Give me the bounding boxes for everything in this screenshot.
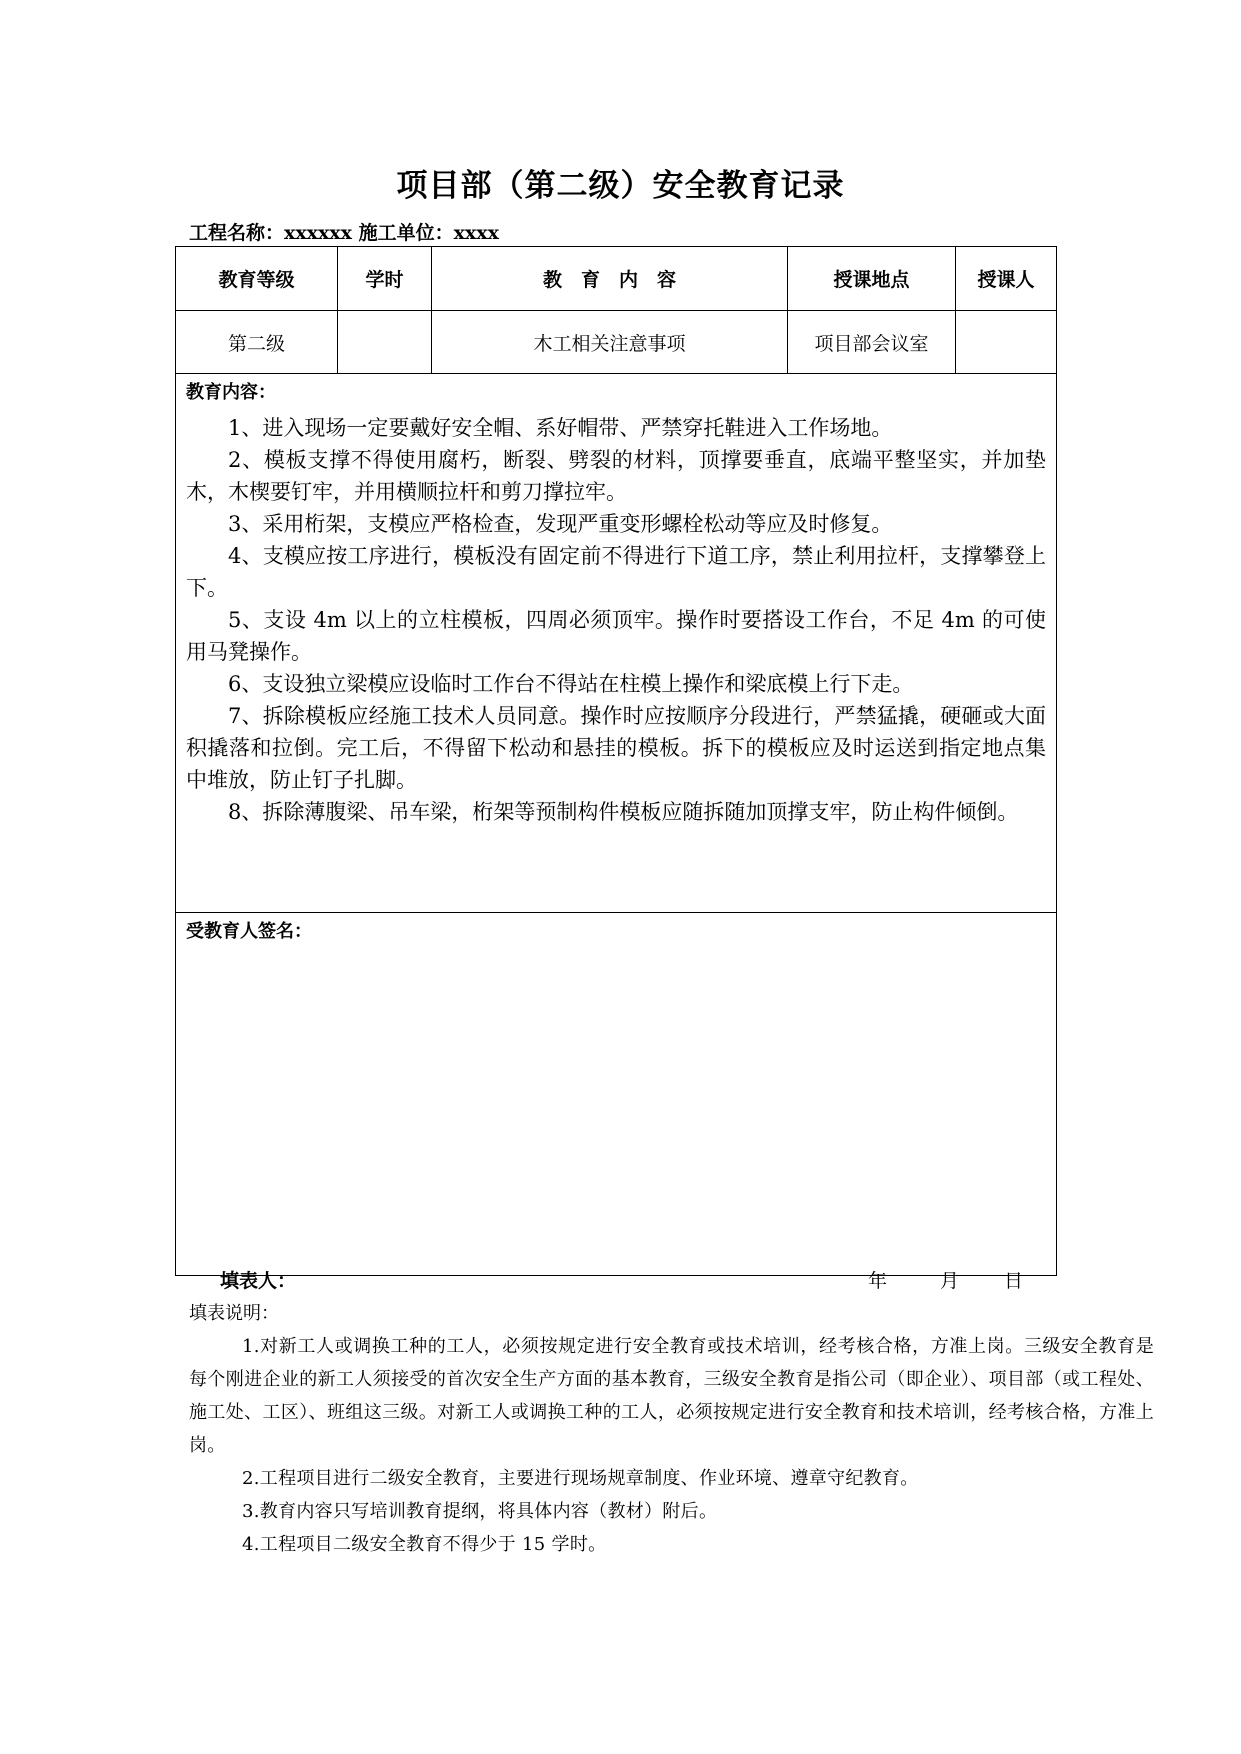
content-item: 7、拆除模板应经施工技术人员同意。操作时应按顺序分段进行，严禁猛撬，硬砸或大面积撬落和拉倒。完工后，不得留下松动和悬挂的模板。拆下的模板应及时运送到指定地点集中堆放，防止钉子扎脚。 (186, 704, 1046, 792)
content-item: 6、支设独立梁模应设临时工作台不得站在柱模上操作和梁底模上行下走。 (228, 672, 914, 696)
instruction-item: 2.工程项目进行二级安全教育，主要进行现场规章制度、作业环境、遵章守纪教育。 (242, 1468, 919, 1489)
signature-cell (176, 913, 1057, 1276)
content-label: 教育内容： (186, 382, 276, 403)
page-title: 项目部（第二级）安全教育记录 (396, 168, 845, 204)
project-info: 工程名称：xxxxxx 施工单位：xxxx (189, 222, 499, 244)
signature-label: 受教育人签名： (186, 921, 312, 942)
header-level: 教育等级 (176, 247, 338, 311)
content-item: 4、支模应按工序进行，模板没有固定前不得进行下道工序，禁止利用拉杆，支撑攀登上下。 (186, 544, 1046, 600)
cell-level: 第二级 (176, 311, 338, 374)
cell-hours (338, 311, 432, 374)
cell-content: 木工相关注意事项 (432, 311, 788, 374)
instructions-title: 填表说明： (189, 1303, 279, 1324)
cell-location: 项目部会议室 (788, 311, 956, 374)
content-items (186, 412, 1046, 828)
header-content: 教 育 内 容 (432, 247, 788, 311)
content-item: 2、模板支撑不得使用腐朽，断裂、劈裂的材料，顶撑要垂直，底端平整坚实，并加垫木，木楔要钉牢，并用横顺拉杆和剪刀撑拉牢。 (186, 448, 1046, 504)
content-item: 8、拆除薄腹梁、吊车梁，桁架等预制构件模板应随拆随加顶撑支牢，防止构件倾倒。 (228, 800, 1019, 824)
date-year: 年 (868, 1270, 888, 1292)
content-item: 1、进入现场一定要戴好安全帽、系好帽带、严禁穿托鞋进入工作场地。 (228, 416, 893, 440)
instructions (189, 1297, 1154, 1561)
date-day: 日 (1004, 1270, 1024, 1292)
header-instructor: 授课人 (956, 247, 1057, 311)
table-row (176, 311, 1057, 374)
header-hours: 学时 (338, 247, 432, 311)
instruction-item: 3.教育内容只写培训教育提纲，将具体内容（教材）附后。 (242, 1501, 718, 1522)
signature-row (176, 913, 1057, 1276)
instruction-item: 4.工程项目二级安全教育不得少于 15 学时。 (242, 1534, 607, 1555)
education-record-table (175, 246, 1057, 1276)
header-location: 授课地点 (788, 247, 956, 311)
date-month: 月 (940, 1270, 960, 1292)
instruction-item: 1.对新工人或调换工种的工人，必须按规定进行安全教育或技术培训，经考核合格，方准上岗。三级安全教育是每个刚进企业的新工人须接受的首次安全生产方面的基本教育，三级安全教育是指公司（即企业）、项目部（或工程处、施工处、工区）、班组这三级。对新工人或调换工种的工人，必须按规定进行安全教育和技术培训，经考核合格，方准上岗。 (189, 1336, 1154, 1456)
content-row (176, 374, 1057, 913)
content-item: 5、支设 4m 以上的立柱模板，四周必须顶牢。操作时要搭设工作台，不足 4m 的可使用马凳操作。 (186, 608, 1046, 664)
table-header-row (176, 247, 1057, 311)
content-cell (176, 374, 1057, 913)
filler-label: 填表人： (220, 1270, 297, 1292)
content-item: 3、采用桁架，支模应严格检查，发现严重变形螺栓松动等应及时修复。 (228, 512, 893, 536)
cell-instructor (956, 311, 1057, 374)
